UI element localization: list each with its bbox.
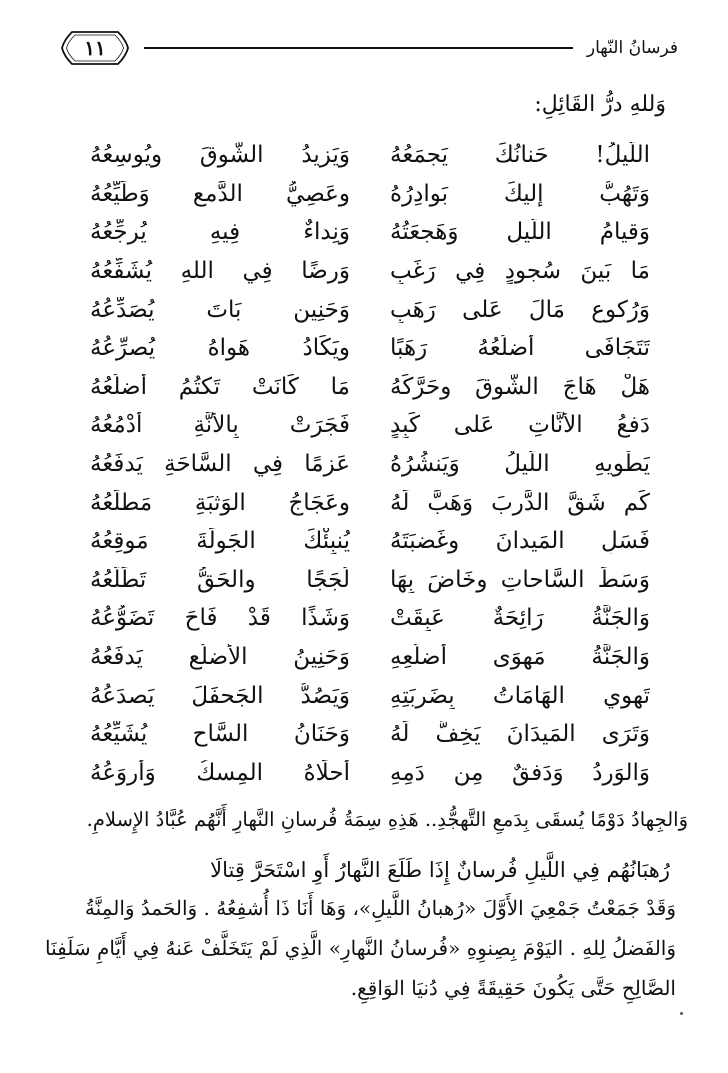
hemistich-left: وَحَنَانُ السَّاحِ يُشَيِّعُهُ xyxy=(90,721,350,748)
hemistich-right: دَفعُ الأَنَّاتِ عَلى كَبِدٍ xyxy=(390,412,650,439)
hemistich-right: وَالجَنَّةُ رَائِحَةٌ عَبِقَتْ xyxy=(390,605,650,632)
verse-row xyxy=(90,522,650,561)
hemistich-right: كَم شَقَّ الدَّربَ وَهَبَّ لَهُ xyxy=(390,489,650,516)
verse-row xyxy=(90,483,650,522)
verse-row xyxy=(90,561,650,600)
hemistich-right: وَالجَنَّةُ مَهوَى أَضلُعِهِ xyxy=(390,644,650,671)
hemistich-right: وَرُكوعٍ مَالَ عَلى رَهَبٍ xyxy=(390,296,650,323)
hemistich-left: وَحَنِينُ الأَضلُعِ يَدفَعُهُ xyxy=(90,644,350,671)
hemistich-left: وَحَنِينٍ بَاتَ يُصَدِّعُهُ xyxy=(90,296,350,323)
prose-line-3: وَقَدْ جَمَعْتُ جَمْعِيَ الأَوَّلَ «رُهبانُ اللَّيلِ»، وَهَا أَنَا ذَا أُشفِعُهُ . وَالحَمدُ وَالمِنَّةُ xyxy=(84,896,676,920)
verse-row xyxy=(90,445,650,484)
hemistich-left: أَحلَاهُ المِسكُ وَأَروَعُهُ xyxy=(90,759,350,786)
verse-row xyxy=(90,290,650,329)
hemistich-right: وَتَرَى المَيدَانَ يَخِفُّ لَهُ xyxy=(390,721,650,748)
hemistich-left: وَشَذًا قَدْ فَاحَ تَضَوُّعُهُ xyxy=(90,605,350,632)
hemistich-left: ويَكَادُ هَواهُ يُصرِّعُهُ xyxy=(90,335,350,362)
verse-row xyxy=(90,638,650,677)
hemistich-right: وَتَهُبُّ إِليكَ بَوادِرُهُ xyxy=(390,180,650,207)
print-speck xyxy=(680,1012,683,1015)
page-number-badge xyxy=(60,28,130,68)
intro-line: وَللهِ درُّ القَائِلِ: xyxy=(534,92,666,117)
hemistich-left: لُجَجًا والحَقُّ تَطَلُّعُهُ xyxy=(90,566,350,593)
hemistich-left: وَيَزيدُ الشَّوقَ ويُوسِعُهُ xyxy=(90,142,350,169)
verse-row xyxy=(90,213,650,252)
running-title: فرسانُ النّهار xyxy=(586,38,678,58)
poem xyxy=(90,136,650,792)
hemistich-left: وَرِضًا فِي اللهِ يُشَفِّعُهُ xyxy=(90,258,350,285)
hemistich-left: فَجَرَتْ بِالأَنَّةِ أَدْمُعُهُ xyxy=(90,412,350,439)
verse-row xyxy=(90,368,650,407)
hemistich-left: عَزمًا فِي السَّاحَةِ يَدفَعُهُ xyxy=(90,451,350,478)
page-number: ١١ xyxy=(84,36,106,60)
verse-row xyxy=(90,406,650,445)
verse-row xyxy=(90,715,650,754)
hemistich-right: تَهوِي الهَامَاتُ بِضَربَتِهِ xyxy=(390,682,650,709)
verse-row xyxy=(90,329,650,368)
prose-verse-line: رُهبَانُهُم فِي اللَّيلِ فُرسانٌ إِذَا طَلَعَ النَّهارُ أَوِ اسْتَحَرَّ قِتالَا xyxy=(210,858,670,882)
hemistich-right: وَالوَردُ وَدَفقٌ مِن دَمِهِ xyxy=(390,759,650,786)
hemistich-right: اللَّيلُ! حَنانُكَ يَجمَعُهُ xyxy=(390,142,650,169)
hemistich-left: وَيَصُدُّ الجَحفَلَ يَصدَعُهُ xyxy=(90,682,350,709)
hemistich-right: وَسَطَ السَّاحاتِ وخَاضَ بِهَا xyxy=(390,566,650,593)
hemistich-left: وَنِداءٌ فِيهِ يُرجِّعُهُ xyxy=(90,219,350,246)
hemistich-left: مَا كَانَتْ تَكتُمُ أَضلُعُهُ xyxy=(90,373,350,400)
hemistich-right: فَسَلِ المَيدانَ وغَضبَتَهُ xyxy=(390,528,650,555)
verse-row xyxy=(90,676,650,715)
verse-row xyxy=(90,136,650,175)
hemistich-right: تَتَجَافَى أَضلُعُهُ رَهَبًا xyxy=(390,335,650,362)
hemistich-left: وعَصِيُّ الدَّمعِ وَطَيِّعُهُ xyxy=(90,180,350,207)
prose-line-1: وَالجِهادُ دَوْمًا يُسقَى بِدَمعِ التَّهجُّدِ.. هَذِهِ سِمَةُ فُرسانِ النَّهارِ أَنَّهُم عُبَّادُ الإِسلامِ. xyxy=(86,808,688,831)
verse-row xyxy=(90,252,650,291)
verse-row xyxy=(90,754,650,793)
hemistich-left: وعَجَاجُ الوَثبَةِ مَطلَعُهُ xyxy=(90,489,350,516)
hemistich-right: وَقيامُ اللَّيلِ وَهَجعَتُهُ xyxy=(390,219,650,246)
verse-row xyxy=(90,599,650,638)
hemistich-right: مَا بَينَ سُجودٍ فِي رَغَبٍ xyxy=(390,258,650,285)
verse-row xyxy=(90,175,650,214)
hemistich-right: هَلْ هَاجَ الشَّوقَ وحَرَّكَهُ xyxy=(390,373,650,400)
prose-line-5: الصَّالِحِ حَتَّى يَكُونَ حَقِيقَةً فِي دُنيَا الوَاقِعِ. xyxy=(350,976,676,1000)
prose-line-4: وَالفَضلُ لِلهِ . اليَوْمَ بِصِنوِهِ «فُرسانُ النَّهارِ» الَّذِي لَمْ يَتَخَلَّفْ عَنهُ فِي أَيَّامِ سَلَفِنَا xyxy=(45,936,676,960)
page-header xyxy=(60,26,678,70)
hemistich-right: يَطْويهِ اللَّيلُ وَيَنشُرُهُ xyxy=(390,451,650,478)
header-rule xyxy=(144,47,573,49)
hemistich-left: يُنبِئْكَ الجَولَةَ مَوقِعُهُ xyxy=(90,528,350,555)
